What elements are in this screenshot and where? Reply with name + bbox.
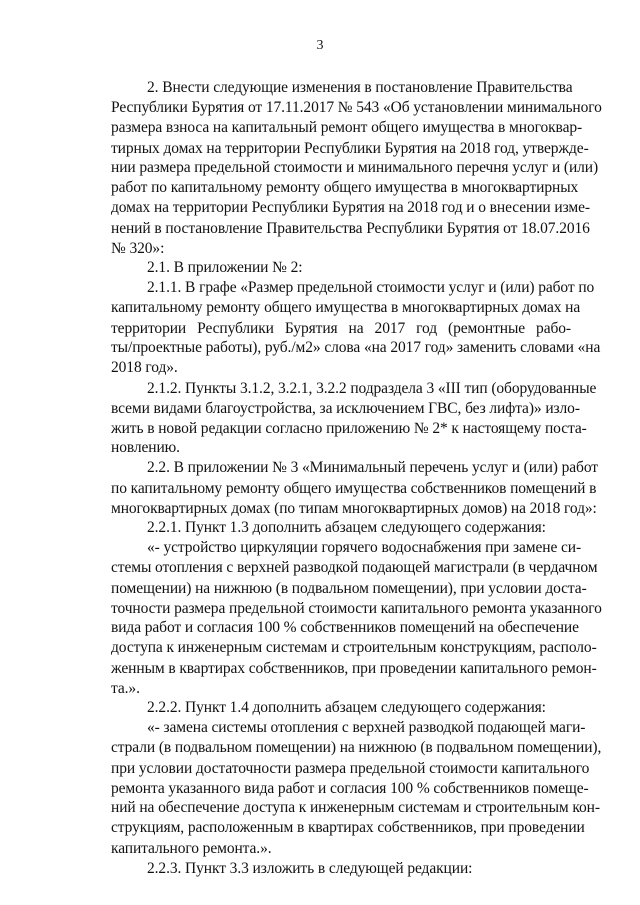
text-line: № 320»: xyxy=(111,240,165,257)
text-line: ты/проектные работы), руб./м2» слова «на 2017 год» заменить словами «на xyxy=(111,339,601,356)
text-line: капитального ремонта.». xyxy=(111,840,272,857)
text-line: 2.2.2. Пункт 1.4 дополнить абзацем следующего содержания: xyxy=(147,699,546,716)
text-line: 2018 год». xyxy=(111,359,178,376)
text-line: всеми видами благоустройства, за исключением ГВС, без лифта)» изло- xyxy=(111,400,580,417)
text-line: домах на территории Республики Бурятия на 2018 год и о внесении изме- xyxy=(111,199,590,216)
text-line: Республики Бурятия от 17.11.2017 № 543 «Об установлении минимального xyxy=(111,99,602,116)
text-line: размера взноса на капитальный ремонт общего имущества в многоквар- xyxy=(111,119,583,136)
text-line: точности размера предельной стоимости капитального ремонта указанного xyxy=(111,600,602,617)
text-line: нии размера предельной стоимости и минимального перечня услуг и (или) xyxy=(111,159,599,176)
text-line: струкциям, расположенным в квартирах собственников, при проведении xyxy=(111,819,585,836)
text-line: та.». xyxy=(111,680,140,697)
text-line: помещении) на нижнюю (в подвальном помещении), при условии доста- xyxy=(111,580,587,597)
text-line: доступа к инженерным системам и строительным конструкциям, располо- xyxy=(111,639,597,656)
text-line: при условии достаточности размера предельной стоимости капитального xyxy=(111,760,590,777)
text-line: стемы отопления с верхней разводкой подающей магистрали (в чердачном xyxy=(111,559,598,576)
text-line: вида работ и согласия 100 % собственников помещений на обеспечение xyxy=(111,619,579,636)
text-line: жить в новой редакции согласно приложению № 2* к настоящему поста- xyxy=(111,420,587,437)
text-line: территории Республики Бурятия на 2017 год (ремонтные рабо- xyxy=(111,320,571,337)
text-line: ний на обеспечение доступа к инженерным системам и строительным кон- xyxy=(111,799,600,816)
text-line: работ по капитальному ремонту общего имущества в многоквартирных xyxy=(111,179,579,196)
text-line: ремонта указанного вида работ и согласия 100 % собственников помеще- xyxy=(111,780,589,797)
page-number: 3 xyxy=(316,38,324,53)
text-line: 2.2.1. Пункт 1.3 дополнить абзацем следующего содержания: xyxy=(147,519,546,536)
text-line: капитальному ремонту общего имущества в многоквартирных домах на xyxy=(111,299,581,316)
text-line: 2.1.1. В графе «Размер предельной стоимости услуг и (или) работ по xyxy=(147,279,595,296)
text-line: нений в постановление Правительства Республики Бурятия от 18.07.2016 xyxy=(111,220,590,237)
text-line: женным в квартирах собственников, при проведении капитального ремон- xyxy=(111,660,597,677)
text-line: «- замена системы отопления с верхней разводкой подающей маги- xyxy=(147,719,586,736)
text-line: новлению. xyxy=(111,439,180,456)
text-line: «- устройство циркуляции горячего водоснабжения при замене си- xyxy=(147,539,582,556)
text-line: страли (в подвальном помещении) на нижнюю (в подвальном помещении), xyxy=(111,739,602,756)
text-line: тирных домах на территории Республики Бурятия на 2018 год, утвержде- xyxy=(111,140,589,157)
text-line: 2.2. В приложении № 3 «Минимальный перечень услуг и (или) работ xyxy=(147,459,598,476)
text-line: 2.2.3. Пункт 3.3 изложить в следующей редакции: xyxy=(147,860,473,877)
text-line: по капитальному ремонту общего имущества собственников помещений в xyxy=(111,480,597,497)
text-line: многоквартирных домах (по типам многоквартирных домов) на 2018 год»: xyxy=(111,500,597,517)
text-line: 2.1. В приложении № 2: xyxy=(147,259,303,276)
text-line: 2. Внести следующие изменения в постановление Правительства xyxy=(147,79,573,96)
text-line: 2.1.2. Пункты 3.1.2, 3.2.1, 3.2.2 подраздела 3 «III тип (оборудованные xyxy=(147,380,597,397)
